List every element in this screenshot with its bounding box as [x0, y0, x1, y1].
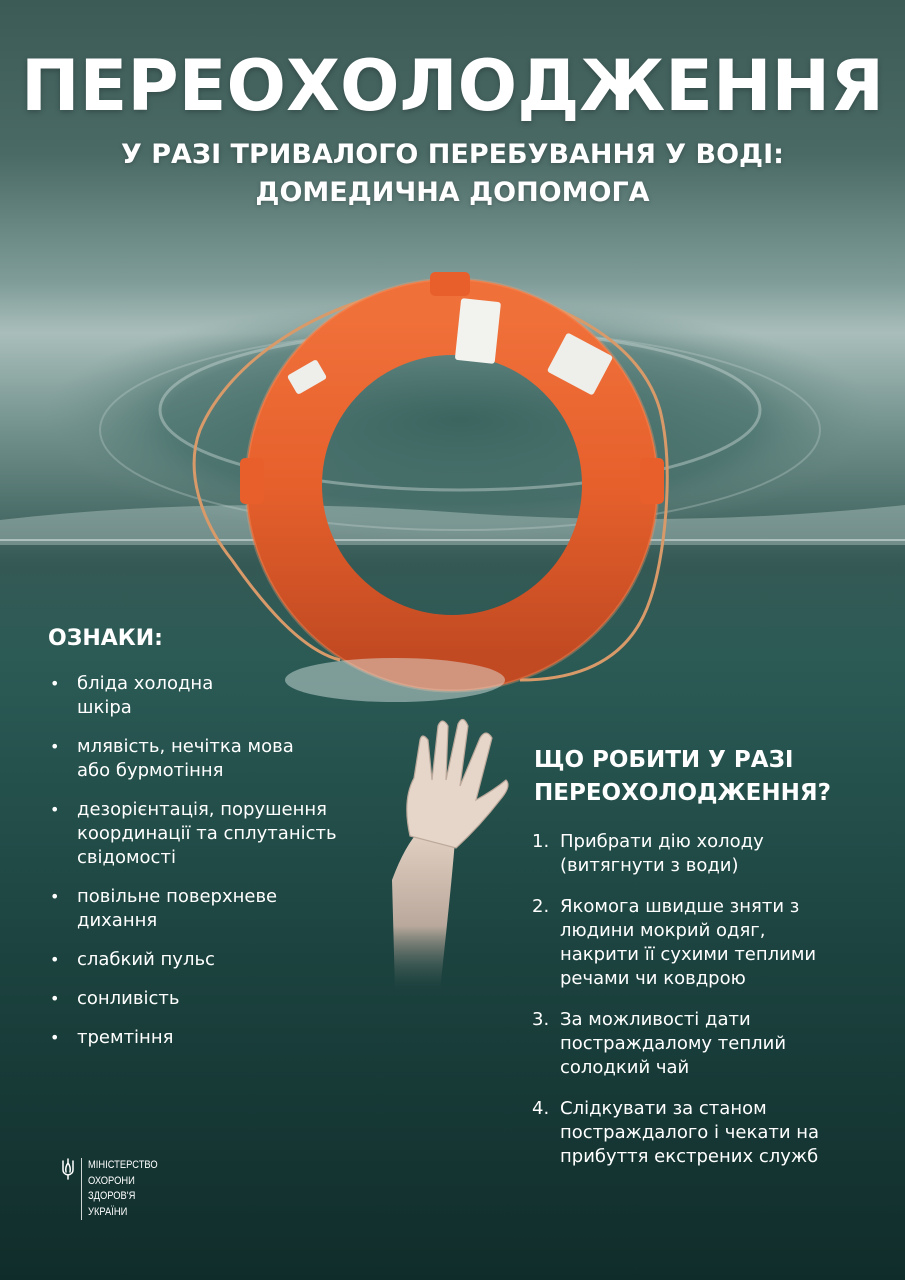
list-item: • повільне поверхневе дихання: [50, 886, 278, 931]
list-item: • тремтіння: [50, 1027, 174, 1048]
logo-divider: [81, 1158, 82, 1220]
bullet-icon: •: [50, 1028, 60, 1047]
ministry-name: МІНІСТЕРСТВО ОХОРОНИ ЗДОРОВ'Я УКРАЇНИ: [88, 1159, 158, 1218]
step-number: 3.: [532, 1009, 550, 1030]
step-number: 4.: [532, 1098, 550, 1119]
bullet-icon: •: [50, 674, 60, 693]
subtitle-line: У РАЗІ ТРИВАЛОГО ПЕРЕБУВАННЯ У ВОДІ:: [121, 139, 784, 170]
list-item: • сонливість: [50, 988, 180, 1009]
list-item: 4. Слідкувати за станом постраждалого і чекати на прибуття екстрених служб: [532, 1098, 820, 1167]
list-item: • бліда холодна шкіра: [50, 673, 214, 718]
signs-list: [48, 672, 378, 1065]
step-number: 1.: [532, 831, 550, 852]
signs-heading: ОЗНАКИ:: [48, 626, 163, 651]
step-number: 2.: [532, 896, 550, 917]
list-item: • слабкий пульс: [50, 949, 215, 970]
todo-heading: ЩО РОБИТИ У РАЗІ ПЕРЕОХОЛОДЖЕННЯ?: [534, 747, 831, 806]
bullet-icon: •: [50, 800, 60, 819]
bullet-icon: •: [50, 887, 60, 906]
bullet-icon: •: [50, 950, 60, 969]
todo-list: [532, 830, 872, 1186]
list-item: 3. За можливості дати постраждалому теплий солодкий чай: [532, 1009, 787, 1078]
bullet-icon: •: [50, 989, 60, 1008]
poster-title: ПЕРЕОХОЛОДЖЕННЯ: [20, 45, 885, 127]
subtitle-line: ДОМЕДИЧНА ДОПОМОГА: [255, 177, 650, 208]
list-item: 2. Якомога швидше зняти з людини мокрий одяг, накрити її сухими теплими речами чи ковдрою: [532, 896, 817, 989]
list-item: • млявість, нечітка мова або бурмотіння: [50, 736, 294, 781]
list-item: • дезорієнтація, порушення координації та сплутаність свідомості: [50, 799, 337, 868]
trident-icon: [60, 1158, 76, 1180]
bullet-icon: •: [50, 737, 60, 756]
list-item: 1. Прибрати дію холоду (витягнути з води): [532, 831, 764, 876]
poster-subtitle: [0, 136, 905, 212]
